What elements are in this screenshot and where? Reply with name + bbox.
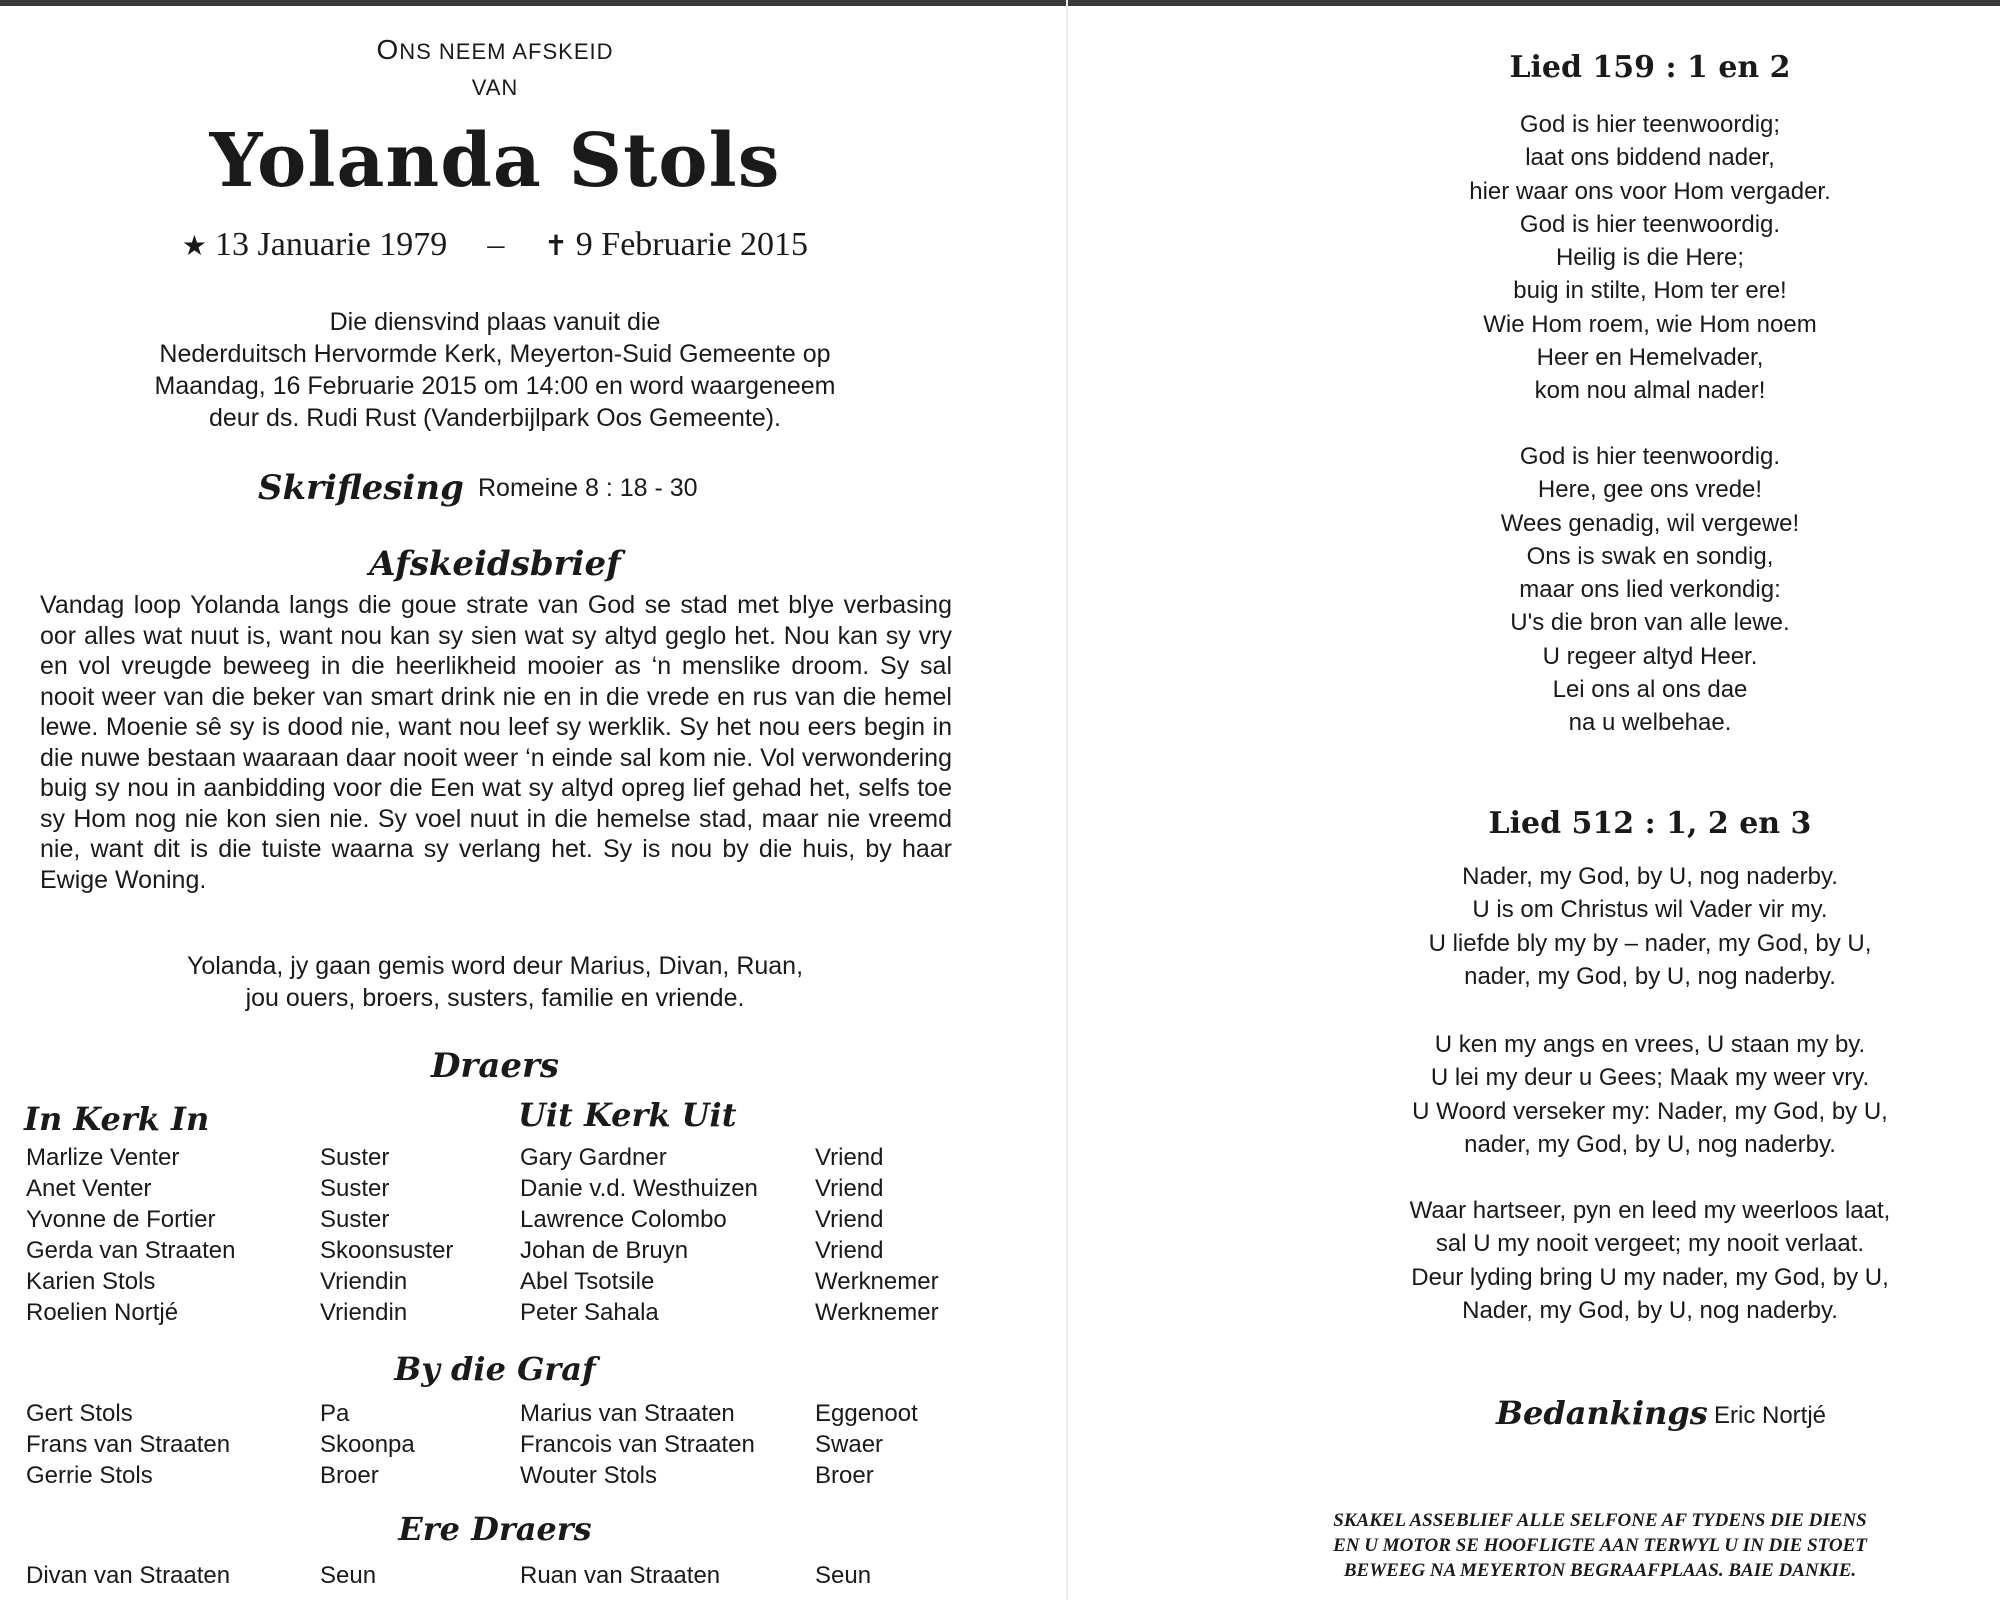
pallbearer-row: Gerda van Straaten Skoonsuster Johan de Bruyn Vriend	[26, 1237, 884, 1264]
pallbearer-row: Marlize Venter Suster Gary Gardner Vriend	[26, 1144, 884, 1171]
farewell-line: ONS NEEM AFSKEID	[376, 34, 614, 65]
hymn-512-verse-2: U ken my angs en vrees, U staan my by. U lei my deur u Gees; Maak my weer vry. U Woord verseker my: Nader, my God, by U, nader, my God, by U, nog naderby.	[1412, 1031, 1888, 1158]
missed-by: Yolanda, jy gaan gemis word deur Marius, Divan, Ruan, jou ouers, broers, susters, familie en vriende.	[186, 952, 804, 1012]
hymn-159-title: Lied 159 : 1 en 2	[1509, 50, 1791, 85]
pallbearer-row: Roelien Nortjé Vriendin Peter Sahala Werknemer	[26, 1299, 939, 1326]
service-details	[20, 306, 970, 434]
left-page	[20, 0, 970, 1600]
pallbearer-row: Anet Venter Suster Danie v.d. Westhuizen Vriend	[26, 1175, 884, 1202]
hymn-159-verse-2: God is hier teenwoordig. Here, gee ons vrede! Wees genadig, wil vergewe! Ons is swak en sondig, maar ons lied verkondig: U's die bron van alle lewe. U regeer altyd Heer. Lei ons al ons dae na u welbehae.	[1500, 443, 1800, 737]
pallbearer-row: Karien Stols Vriendin Abel Tsotsile Werknemer	[26, 1268, 939, 1295]
thanks-heading: Bedankings	[1496, 1394, 1708, 1432]
life-dates	[20, 226, 970, 264]
pallbearers-heading: Draers	[430, 1046, 560, 1086]
page-fold	[1066, 0, 1068, 1600]
pallbearer-row: Gert Stols Pa Marius van Straaten Eggenoot	[26, 1400, 918, 1427]
reading-heading: Skriflesing	[258, 468, 464, 508]
service-line: Nederduitsch Hervormde Kerk, Meyerton-Suid Gemeente op	[159, 340, 831, 368]
birth-star-icon: ★	[181, 229, 208, 262]
right-page	[1320, 0, 2000, 1600]
grave-heading: By die Graf	[394, 1350, 596, 1388]
service-line: Maandag, 16 Februarie 2015 om 14:00 en word waargeneem	[154, 372, 836, 400]
date-separator: –	[487, 226, 505, 263]
pallbearer-row: Yvonne de Fortier Suster Lawrence Colombo Vriend	[26, 1206, 884, 1233]
service-line: Die diensvind plaas vanuit die	[329, 308, 661, 336]
pallbearer-row: Divan van Straaten Seun Ruan van Straaten Seun	[26, 1562, 872, 1589]
letter-heading: Afskeidsbrief	[369, 544, 621, 584]
service-line: deur ds. Rudi Rust (Vanderbijlpark Oos Gemeente).	[208, 404, 782, 432]
reading-reference: Romeine 8 : 18 - 30	[478, 474, 698, 502]
thanks-name: Eric Nortjé	[1714, 1402, 1827, 1429]
birth-date: 13 Januarie 1979	[215, 226, 448, 263]
hymn-512-verse-3: Waar hartseer, pyn en leed my weerloos laat, sal U my nooit vergeet; my nooit verlaat. Deur lyding bring U my nader, my God, by U, Nader, my God, by U, nog naderby.	[1409, 1197, 1891, 1324]
honorary-heading: Ere Draers	[398, 1510, 592, 1548]
deceased-name: Yolanda Stols	[209, 118, 781, 204]
pallbearer-row: Gerrie Stols Broer Wouter Stols Broer	[26, 1462, 874, 1489]
in-kerk-heading: In Kerk In	[24, 1100, 210, 1138]
phone-notice: SKAKEL ASSEBLIEF ALLE SELFONE AF TYDENS DIE DIENS EN U MOTOR SE HOOFLIGTE AAN TERWYL U IN DIE STOET BEWEEG NA MEYERTON BEGRAAFPLAAS. BAIE DANKIE.	[1333, 1510, 1867, 1581]
death-cross-icon: ✝	[544, 229, 568, 262]
pallbearer-row: Frans van Straaten Skoonpa Francois van Straaten Swaer	[26, 1431, 884, 1458]
hymn-512-title: Lied 512 : 1, 2 en 3	[1488, 806, 1812, 841]
uit-kerk-heading: Uit Kerk Uit	[518, 1096, 737, 1134]
hymn-512-verse-1: Nader, my God, by U, nog naderby. U is om Christus wil Vader vir my. U liefde bly my by – nader, my God, by U, nader, my God, by U, nog naderby.	[1428, 863, 1872, 990]
death-date: 9 Februarie 2015	[575, 226, 809, 263]
hymn-159-verse-1: God is hier teenwoordig; laat ons biddend nader, hier waar ons voor Hom vergader. God is hier teenwoordig. Heilig is die Here; buig in stilte, Hom ter ere! Wie Hom roem, wie Hom noem Heer en Hemelvader, kom nou almal nader!	[1469, 111, 1831, 405]
farewell-van: VAN	[471, 75, 519, 100]
letter-body: Vandag loop Yolanda langs die goue strate van God se stad met blye verbasing oor alles wat nuut is, want nou kan sy sien wat sy altyd geglo het. Nou kan sy vry en vol vreugde beweeg in die heerlikheid mooier as ‘n menslike droom. Sy sal nooit weer van die beker van smart drink nie en in die vrede en rus van die hemel lewe. Moenie sê sy is dood nie, want nou leef sy werklik. Sy het nou eers begin in die nuwe bestaan waaraan daar nooit weer ‘n einde sal kom nie. Vol verwondering buig sy nou in aanbidding voor die Een wat sy altyd opreg lief gehad het, selfs toe sy Hom nog nie kon sien nie. Sy voel nuut in die hemelse stad, maar nie vreemd nie, want dit is die tuiste waarna sy verlang het. Sy is nou by die huis, by haar Ewige Woning.	[40, 591, 952, 894]
